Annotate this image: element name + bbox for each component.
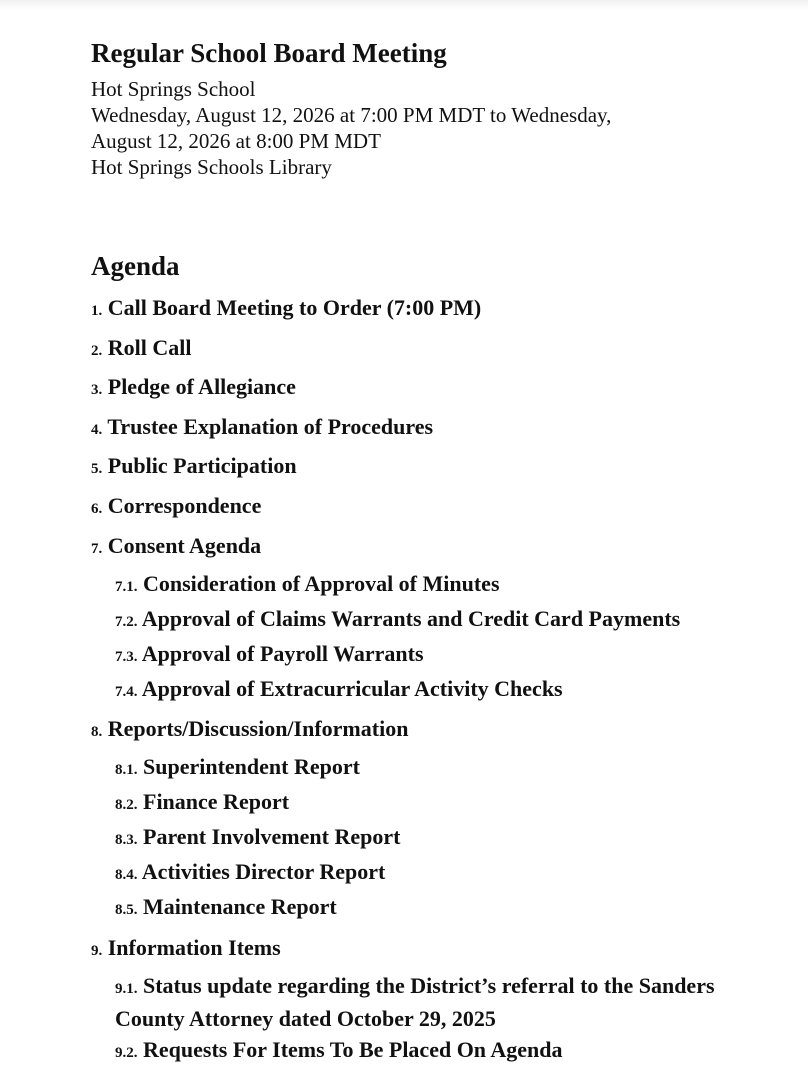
sub-agenda-item [91, 569, 781, 602]
meeting-time-line-2: August 12, 2026 at 8:00 PM MDT [91, 129, 381, 153]
subitem-number: 7.1. [115, 578, 138, 595]
sub-agenda-list [91, 752, 781, 925]
sub-agenda-list [91, 569, 781, 707]
item-number: 6. [91, 500, 103, 517]
item-label: Call Board Meeting to Order (7:00 PM) [107, 295, 482, 320]
sub-agenda-item [91, 639, 781, 672]
item-label: Correspondence [107, 492, 262, 518]
subitem-number: 9.1. [115, 980, 138, 997]
subitem-number: 9.2. [115, 1044, 138, 1061]
item-label: Consent Agenda [107, 532, 262, 558]
agenda-item [91, 373, 781, 404]
sub-agenda-item [91, 752, 781, 785]
subitem-label: Status update regarding the District’s referral to the Sanders County Attorney dated October 29, 2025 [115, 972, 715, 1031]
sub-agenda-item [91, 787, 781, 820]
agenda-item [91, 334, 781, 365]
item-label: Reports/Discussion/Information [107, 716, 409, 742]
item-number: 1. [91, 303, 103, 319]
sub-agenda-list [91, 971, 781, 1068]
subitem-number: 7.4. [115, 683, 138, 700]
subitem-number: 8.2. [115, 797, 138, 814]
sub-agenda-item [91, 674, 781, 707]
agenda-item [91, 715, 781, 925]
subitem-label: Approval of Claims Warrants and Credit Card Payments [141, 605, 681, 631]
subitem-number: 8.4. [115, 867, 138, 884]
subitem-number: 7.3. [115, 648, 138, 665]
sub-agenda-item [91, 857, 781, 890]
agenda-item [91, 413, 781, 444]
meeting-time-line-1: Wednesday, August 12, 2026 at 7:00 PM MDT to Wednesday, [91, 103, 612, 127]
top-shadow [0, 0, 808, 10]
meeting-location: Hot Springs Schools Library [91, 155, 332, 179]
agenda-item [91, 532, 781, 707]
meeting-organization: Hot Springs School [91, 77, 256, 101]
item-label: Trustee Explanation of Procedures [107, 413, 434, 439]
agenda-list [91, 294, 781, 1068]
subitem-number: 8.1. [115, 762, 138, 779]
item-label: Information Items [107, 934, 281, 960]
sub-agenda-item [91, 892, 781, 925]
subitem-number: 7.2. [115, 613, 138, 630]
sub-agenda-item [91, 971, 781, 1033]
subitem-label: Approval of Extracurricular Activity Checks [141, 675, 563, 701]
sub-agenda-item [91, 822, 781, 855]
item-number: 3. [91, 382, 103, 399]
document-page [91, 36, 781, 1076]
item-number: 9. [91, 942, 103, 959]
item-label: Pledge of Allegiance [107, 374, 296, 400]
subitem-label: Consideration of Approval of Minutes [143, 570, 500, 596]
subitem-label: Activities Director Report [141, 859, 386, 885]
sub-agenda-item [91, 1035, 781, 1068]
item-number: 4. [91, 421, 103, 438]
item-label: Roll Call [107, 334, 192, 360]
subitem-label: Finance Report [143, 789, 290, 815]
item-number: 8. [91, 724, 103, 741]
subitem-number: 8.5. [115, 902, 138, 919]
meeting-title: Regular School Board Meeting [91, 38, 447, 68]
agenda-item [91, 492, 781, 523]
subitem-label: Parent Involvement Report [143, 824, 401, 850]
subitem-label: Superintendent Report [143, 754, 360, 780]
agenda-item [91, 452, 781, 483]
agenda-item [91, 934, 781, 1068]
subitem-label: Approval of Payroll Warrants [141, 640, 424, 666]
agenda-item [91, 294, 781, 325]
subitem-label: Maintenance Report [143, 894, 337, 920]
subitem-label: Requests For Items To Be Placed On Agenda [143, 1036, 563, 1062]
item-number: 7. [91, 540, 103, 557]
sub-agenda-item [91, 604, 781, 637]
subitem-number: 8.3. [115, 832, 138, 849]
item-label: Public Participation [107, 453, 297, 479]
item-number: 2. [91, 342, 103, 359]
item-number: 5. [91, 461, 103, 478]
agenda-heading: Agenda [91, 251, 180, 281]
